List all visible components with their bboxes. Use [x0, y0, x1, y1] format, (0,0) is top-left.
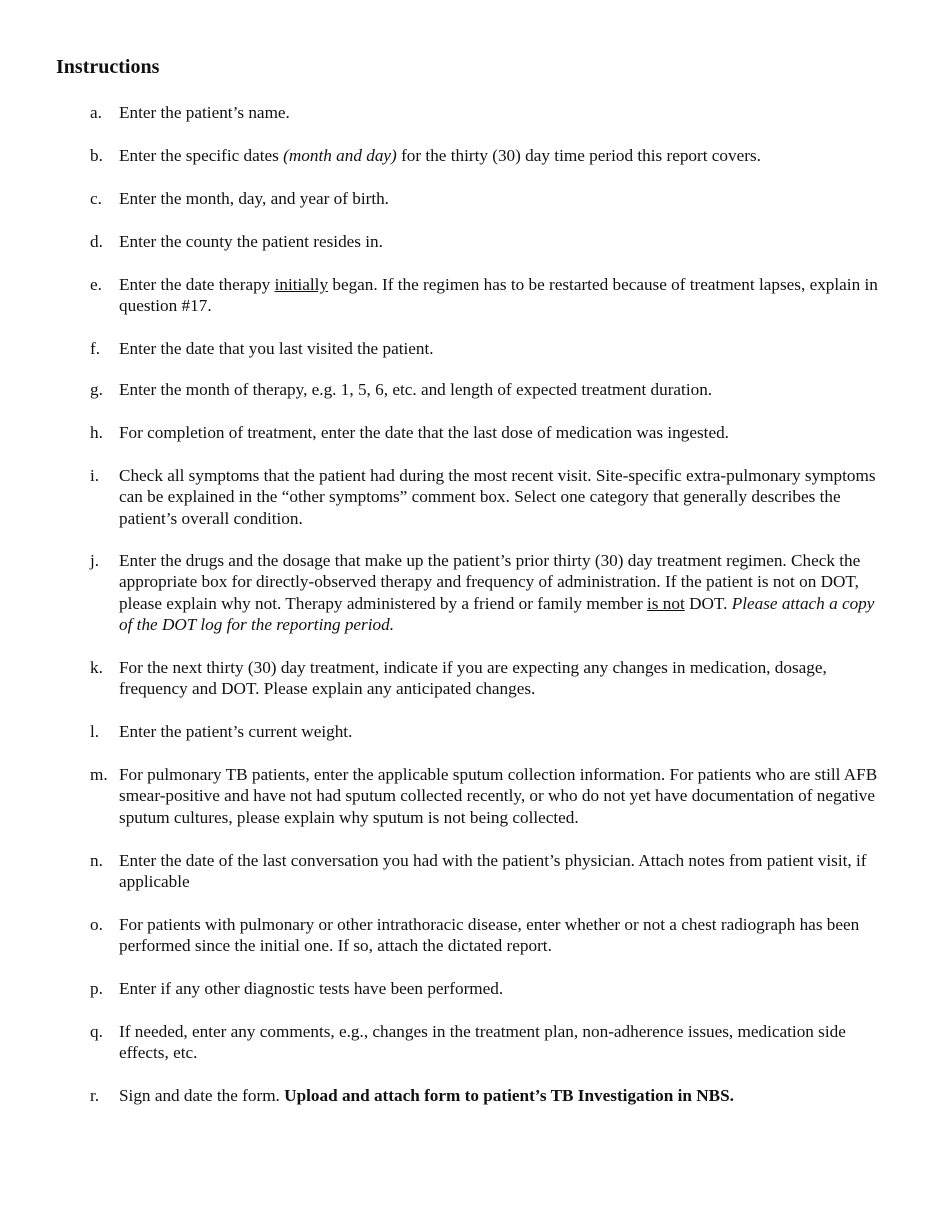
instruction-item-c: [90, 188, 890, 209]
item-text: For pulmonary TB patients, enter the applicable sputum collection information. For patients who are still AFB smear-positive and have not had sputum collected recently, or who do not yet have documentation of negative sputum cultures, please explain why sputum is not being collected.: [119, 765, 878, 827]
item-text: Enter the patient’s current weight.: [119, 722, 353, 741]
item-text: Enter the month of therapy, e.g. 1, 5, 6, etc. and length of expected treatment duration.: [119, 380, 713, 399]
item-text: Enter the date of the last conversation you had with the patient’s physician. Attach notes from patient visit, if applicable: [119, 851, 867, 892]
item-text: For completion of treatment, enter the date that the last dose of medication was ingested.: [119, 423, 729, 442]
instruction-item-m: [90, 764, 890, 828]
item-letter: c.: [90, 189, 102, 208]
item-text: Enter the patient’s name.: [119, 103, 290, 122]
instruction-item-r: [90, 1085, 890, 1106]
item-letter: a.: [90, 103, 102, 122]
item-letter: e.: [90, 275, 102, 294]
instruction-item-q: [90, 1021, 890, 1064]
item-letter: h.: [90, 423, 103, 442]
instruction-item-o: [90, 914, 890, 957]
instruction-item-f: [90, 338, 890, 359]
item-letter: j.: [90, 551, 100, 570]
item-text: Enter the county the patient resides in.: [119, 232, 383, 251]
item-letter: f.: [90, 339, 101, 358]
instruction-item-g: [90, 379, 890, 400]
instruction-item-d: [90, 231, 890, 252]
item-letter: g.: [90, 380, 103, 399]
item-letter: n.: [90, 851, 103, 870]
page-title: Instructions: [56, 56, 160, 78]
item-text: For patients with pulmonary or other intrathoracic disease, enter whether or not a chest radiograph has been performed since the initial one. If so, attach the dictated report.: [119, 915, 860, 956]
item-letter: m.: [90, 765, 108, 784]
item-text: Enter the month, day, and year of birth.: [119, 189, 389, 208]
item-text: Enter the specific dates (month and day) for the thirty (30) day time period this report covers.: [119, 146, 761, 165]
item-text: Enter the date therapy initially began. If the regimen has to be restarted because of treatment lapses, explain in question #17.: [119, 275, 878, 316]
item-text: Sign and date the form. Upload and attach form to patient’s TB Investigation in NBS.: [119, 1086, 734, 1105]
instruction-item-l: [90, 721, 890, 742]
instruction-item-a: [90, 102, 890, 123]
item-text: Enter the drugs and the dosage that make up the patient’s prior thirty (30) day treatment regimen. Check the appropriate box for directly-observed therapy and frequency of administration. If the patient is not on DOT, please explain why not. Therapy administered by a friend or family member is not DOT. Please attach a copy of the DOT log for the reporting period.: [119, 551, 875, 634]
item-text: Enter if any other diagnostic tests have been performed.: [119, 979, 504, 998]
item-letter: b.: [90, 146, 103, 165]
item-letter: r.: [90, 1086, 100, 1105]
item-letter: l.: [90, 722, 100, 741]
item-text: If needed, enter any comments, e.g., changes in the treatment plan, non-adherence issues, medication side effects, etc.: [119, 1022, 846, 1063]
item-text: Check all symptoms that the patient had during the most recent visit. Site-specific extra-pulmonary symptoms can be explained in the “other symptoms” comment box. Select one category that generally describes the patient’s overall condition.: [119, 466, 876, 528]
item-letter: k.: [90, 658, 103, 677]
item-letter: i.: [90, 466, 100, 485]
item-text: For the next thirty (30) day treatment, indicate if you are expecting any changes in medication, dosage, frequency and DOT. Please explain any anticipated changes.: [119, 658, 827, 699]
item-letter: o.: [90, 915, 103, 934]
item-text: Enter the date that you last visited the patient.: [119, 339, 434, 358]
instruction-item-b: [90, 145, 890, 166]
item-letter: d.: [90, 232, 103, 251]
instruction-item-j: [90, 550, 890, 635]
item-letter: q.: [90, 1022, 103, 1041]
instruction-item-k: [90, 657, 890, 700]
instruction-item-p: [90, 978, 890, 999]
instruction-item-h: [90, 422, 890, 443]
instruction-item-i: [90, 465, 890, 529]
item-letter: p.: [90, 979, 103, 998]
instruction-item-e: [90, 274, 890, 317]
instruction-item-n: [90, 850, 890, 893]
